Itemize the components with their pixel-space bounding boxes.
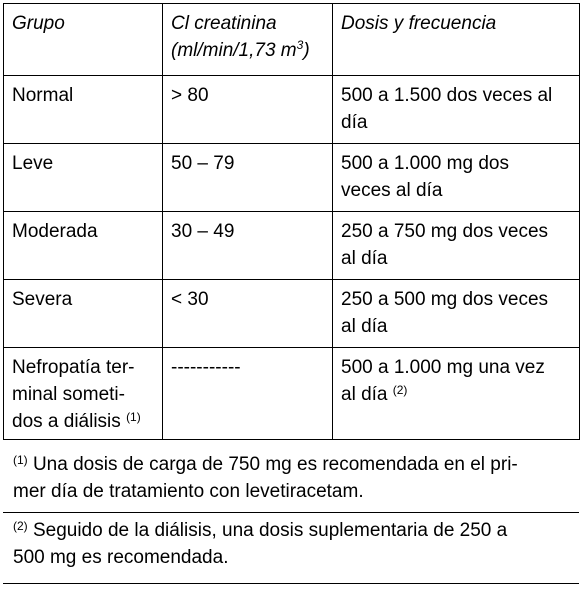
cell-group-text: Normal — [12, 85, 74, 106]
footnote-1-marker: (1) — [13, 453, 28, 467]
footnote-2-line: 500 mg es recomendada. — [13, 547, 229, 568]
cell-dose-line: 500 a 1.000 mg una vez — [341, 357, 545, 378]
divider — [3, 583, 579, 584]
table-row — [4, 144, 580, 212]
cell-dose-line: al día — [341, 384, 393, 405]
cell-clearance-text: ----------- — [171, 357, 241, 378]
cell-clearance — [163, 76, 333, 144]
cell-dose-line: 500 a 1.500 dos veces al — [341, 85, 553, 106]
footnote-ref-1: (1) — [126, 410, 141, 424]
header-clearance-line2-post: ) — [303, 40, 310, 61]
cell-group-line: minal someti- — [12, 384, 125, 405]
cell-group — [4, 76, 163, 144]
cell-dose-line: 250 a 500 mg dos veces — [341, 289, 549, 310]
cell-group — [4, 144, 163, 212]
table-row — [4, 280, 580, 348]
cell-group-text: Leve — [12, 153, 54, 174]
cell-group-text: Severa — [12, 289, 73, 310]
table-row — [4, 348, 580, 440]
cell-dose — [333, 144, 580, 212]
cell-group-text: Moderada — [12, 221, 98, 242]
dosage-table — [3, 3, 580, 440]
cell-dose — [333, 76, 580, 144]
footnote-2-marker: (2) — [13, 519, 28, 533]
cell-dose-line: al día — [341, 316, 388, 337]
footnote-1 — [3, 451, 579, 505]
cell-clearance-text: 50 – 79 — [171, 153, 235, 174]
cell-clearance — [163, 280, 333, 348]
cell-dose-line: 250 a 750 mg dos veces — [341, 221, 549, 242]
header-clearance — [163, 4, 333, 76]
cell-dose — [333, 212, 580, 280]
divider — [3, 512, 579, 513]
table-row — [4, 76, 580, 144]
cell-group — [4, 280, 163, 348]
footnote-1-line: Una dosis de carga de 750 mg es recomendada en el pri- — [27, 454, 518, 475]
cell-group — [4, 212, 163, 280]
cell-group-line: Nefropatía ter- — [12, 357, 135, 378]
cell-dose-line: al día — [341, 248, 388, 269]
header-dose-text: Dosis y frecuencia — [341, 13, 497, 34]
header-group — [4, 4, 163, 76]
cell-clearance — [163, 212, 333, 280]
header-clearance-line1: Cl creatinina — [171, 13, 277, 34]
footnote-ref-2: (2) — [392, 383, 408, 397]
header-dose — [333, 4, 580, 76]
cell-group — [4, 348, 163, 440]
cell-clearance-text: < 30 — [171, 289, 209, 310]
table-header-row — [4, 4, 580, 76]
cell-group-line: dos a diálisis — [12, 411, 127, 432]
cell-dose — [333, 348, 580, 440]
cell-clearance — [163, 348, 333, 440]
footnote-1-line: mer día de tratamiento con levetiracetam. — [13, 481, 364, 502]
cell-dose-line: día — [341, 112, 368, 133]
cell-dose — [333, 280, 580, 348]
cell-clearance — [163, 144, 333, 212]
cell-dose-line: veces al día — [341, 180, 443, 201]
footnote-2 — [3, 517, 579, 571]
cell-clearance-text: 30 – 49 — [171, 221, 235, 242]
footnote-2-line: Seguido de la diálisis, una dosis suplementaria de 250 a — [27, 520, 508, 541]
header-clearance-exponent: 3 — [296, 38, 304, 52]
cell-clearance-text: > 80 — [171, 85, 209, 106]
header-group-text: Grupo — [12, 13, 65, 34]
header-clearance-line2-pre: (ml/min/1,73 m — [171, 40, 297, 61]
table-row — [4, 212, 580, 280]
cell-dose-line: 500 a 1.000 mg dos — [341, 153, 509, 174]
